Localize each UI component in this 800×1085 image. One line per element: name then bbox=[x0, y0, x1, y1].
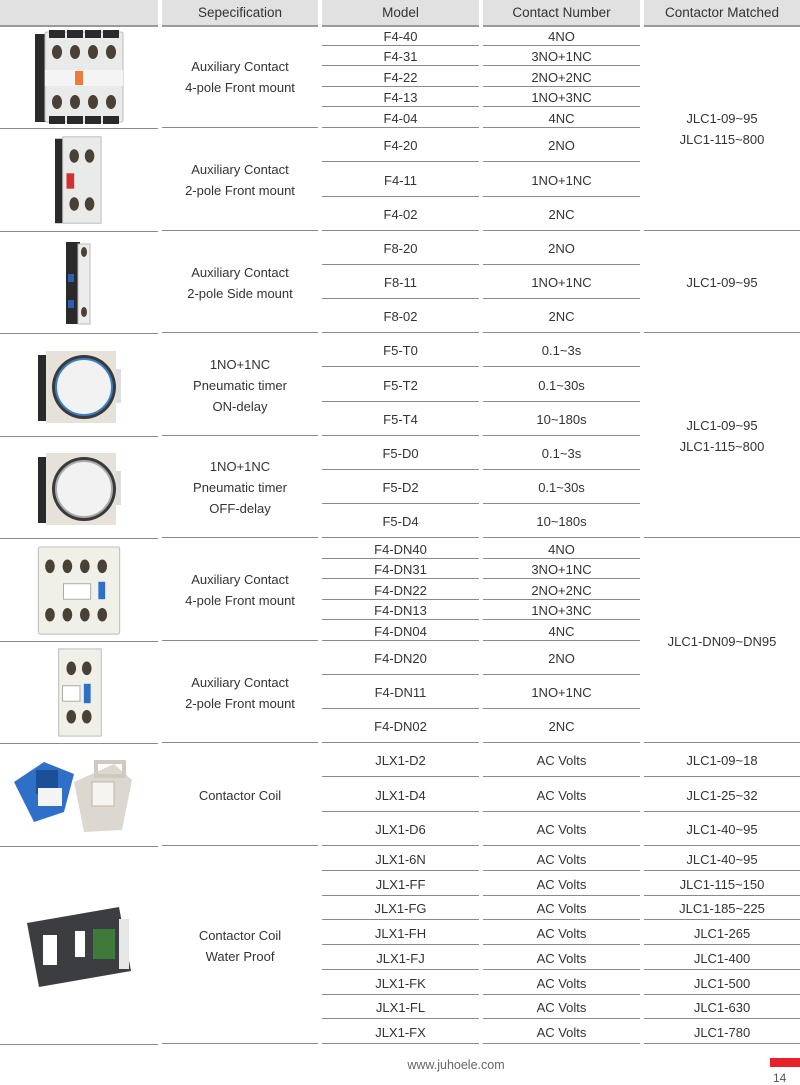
model-cell: JLX1-FH bbox=[322, 922, 479, 945]
header-model: Model bbox=[322, 0, 479, 27]
model-cell: F4-DN40 bbox=[322, 540, 479, 559]
model-cell: F4-11 bbox=[322, 164, 479, 197]
model-cell: F4-DN20 bbox=[322, 643, 479, 675]
model-cell: F5-D0 bbox=[322, 438, 479, 470]
contact-number-cell: 4NO bbox=[483, 540, 640, 559]
contact-number-cell: 4NO bbox=[483, 27, 640, 46]
contact-number-cell: 1NO+1NC bbox=[483, 677, 640, 709]
model-cell: F4-40 bbox=[322, 27, 479, 46]
contactor-matched-merged-cell bbox=[644, 540, 800, 743]
model-cell: JLX1-6N bbox=[322, 848, 479, 871]
model-cell: F5-T0 bbox=[322, 335, 479, 367]
contactor-matched-cell: JLC1-40~95 bbox=[644, 848, 800, 871]
contactor-matched-cell: JLC1-780 bbox=[644, 1021, 800, 1044]
specification-cell bbox=[162, 643, 318, 743]
product-group bbox=[0, 745, 800, 848]
model-cell: JLX1-FK bbox=[322, 972, 479, 995]
specification-line: Auxiliary Contact bbox=[191, 572, 289, 587]
specification-line: Auxiliary Contact bbox=[191, 674, 289, 690]
contact-number-cell: 3NO+1NC bbox=[483, 561, 640, 579]
contactor-matched-merged-cell bbox=[644, 233, 800, 333]
contactor-matched-cell: JLC1-25~32 bbox=[644, 779, 800, 812]
specification-cell bbox=[162, 27, 318, 128]
contact-number-cell: 1NO+3NC bbox=[483, 89, 640, 107]
model-cell: JLX1-FG bbox=[322, 898, 479, 920]
model-cell: F4-DN02 bbox=[322, 711, 479, 743]
page-accent-bar bbox=[770, 1058, 800, 1067]
contact-number-cell: 2NO+2NC bbox=[483, 68, 640, 87]
model-cell: JLX1-FF bbox=[322, 873, 479, 896]
header-specification: Sepecification bbox=[162, 0, 318, 27]
contactor-matched-cell: JLC1-09~18 bbox=[644, 745, 800, 777]
model-cell: F4-DN13 bbox=[322, 602, 479, 620]
specification-line: Auxiliary Contact bbox=[191, 59, 289, 74]
model-cell: F4-DN11 bbox=[322, 677, 479, 709]
auxiliary-contact-dn-2pole-icon bbox=[0, 643, 158, 744]
model-cell: JLX1-D6 bbox=[322, 814, 479, 846]
contact-number-cell: AC Volts bbox=[483, 947, 640, 970]
specification-line: 2-pole Front mount bbox=[185, 695, 295, 711]
contactor-matched-cell: JLC1-400 bbox=[644, 947, 800, 970]
contact-number-cell: AC Volts bbox=[483, 848, 640, 871]
specification-line: ON-delay bbox=[212, 398, 268, 414]
contact-number-cell: 0.1~30s bbox=[483, 472, 640, 504]
contact-number-cell: 2NO bbox=[483, 130, 640, 162]
model-cell: F4-02 bbox=[322, 199, 479, 231]
specification-cell bbox=[162, 335, 318, 436]
contactor-matched-line: JLC1-115~800 bbox=[679, 131, 765, 147]
model-cell: F4-DN31 bbox=[322, 561, 479, 579]
model-cell: F4-DN22 bbox=[322, 581, 479, 600]
pneumatic-timer-off-delay-icon bbox=[0, 438, 158, 539]
contactor-matched-line: JLC1-09~95 bbox=[686, 275, 758, 290]
specification-line: 1NO+1NC bbox=[209, 459, 271, 474]
specification-line: 2-pole Side mount bbox=[187, 285, 293, 301]
specification-line: Contactor Coil bbox=[198, 787, 282, 803]
contactor-matched-cell: JLC1-630 bbox=[644, 997, 800, 1019]
specification-line: 2-pole Front mount bbox=[185, 183, 295, 198]
contact-number-cell: AC Volts bbox=[483, 873, 640, 896]
contactor-matched-line: JLC1-09~95 bbox=[686, 418, 758, 433]
contact-number-cell: 1NO+1NC bbox=[483, 267, 640, 299]
model-cell: F4-DN04 bbox=[322, 622, 479, 641]
specification-line: Contactor Coil bbox=[198, 927, 282, 943]
specification-cell bbox=[162, 848, 318, 1044]
contact-number-cell: 2NO+2NC bbox=[483, 581, 640, 600]
auxiliary-contact-2pole-front-icon bbox=[0, 130, 158, 232]
contactor-matched-cell: JLC1-185~225 bbox=[644, 898, 800, 920]
specification-line: Auxiliary Contact bbox=[191, 162, 289, 177]
footer-url: www.juhoele.com bbox=[407, 1058, 505, 1072]
specification-line: Water Proof bbox=[205, 948, 275, 964]
pneumatic-timer-on-delay-icon bbox=[0, 335, 158, 437]
contact-number-cell: 2NC bbox=[483, 301, 640, 333]
contact-number-cell: 2NO bbox=[483, 643, 640, 675]
auxiliary-contact-4pole-front-icon bbox=[0, 27, 158, 129]
header-contactor-matched: Contactor Matched bbox=[644, 0, 800, 27]
contactor-matched-cell: JLC1-500 bbox=[644, 972, 800, 995]
contact-number-cell: 2NO bbox=[483, 233, 640, 265]
auxiliary-contact-dn-4pole-icon bbox=[0, 540, 158, 642]
specification-cell bbox=[162, 540, 318, 641]
contact-number-cell: 0.1~3s bbox=[483, 335, 640, 367]
model-cell: F4-13 bbox=[322, 89, 479, 107]
specification-cell bbox=[162, 438, 318, 538]
table-header bbox=[0, 0, 800, 27]
model-cell: JLX1-FJ bbox=[322, 947, 479, 970]
contact-number-cell: AC Volts bbox=[483, 1021, 640, 1044]
contact-number-cell: AC Volts bbox=[483, 745, 640, 777]
model-cell: F5-T2 bbox=[322, 369, 479, 402]
model-cell: F8-02 bbox=[322, 301, 479, 333]
contact-number-cell: 10~180s bbox=[483, 506, 640, 538]
specification-line: Pneumatic timer bbox=[193, 377, 287, 393]
contactor-coil-waterproof-icon bbox=[0, 848, 158, 1045]
product-group bbox=[0, 848, 800, 1046]
specification-cell bbox=[162, 745, 318, 846]
contactor-matched-line: JLC1-DN09~DN95 bbox=[667, 633, 777, 649]
contactor-matched-cell: JLC1-265 bbox=[644, 922, 800, 945]
auxiliary-contact-2pole-side-icon bbox=[0, 233, 158, 334]
contactor-matched-merged-cell bbox=[644, 27, 800, 231]
contact-number-cell: AC Volts bbox=[483, 779, 640, 812]
contact-number-cell: 10~180s bbox=[483, 404, 640, 436]
model-cell: F8-11 bbox=[322, 267, 479, 299]
model-cell: F5-D2 bbox=[322, 472, 479, 504]
contact-number-cell: 1NO+3NC bbox=[483, 602, 640, 620]
specification-line: 1NO+1NC bbox=[209, 356, 271, 372]
specification-line: Pneumatic timer bbox=[193, 480, 287, 495]
contact-number-cell: 2NC bbox=[483, 711, 640, 743]
specification-line: 4-pole Front mount bbox=[185, 80, 295, 95]
contactor-matched-cell: JLC1-40~95 bbox=[644, 814, 800, 846]
specification-cell bbox=[162, 130, 318, 231]
contact-number-cell: 0.1~30s bbox=[483, 369, 640, 402]
contactor-matched-merged-cell bbox=[644, 335, 800, 538]
contact-number-cell: AC Volts bbox=[483, 997, 640, 1019]
contact-number-cell: 4NC bbox=[483, 622, 640, 641]
model-cell: F4-20 bbox=[322, 130, 479, 162]
contactor-coil-icon bbox=[0, 745, 158, 847]
model-cell: F4-22 bbox=[322, 68, 479, 87]
contactor-matched-line: JLC1-115~800 bbox=[679, 439, 765, 454]
contactor-matched-cell: JLC1-115~150 bbox=[644, 873, 800, 896]
contact-number-cell: AC Volts bbox=[483, 898, 640, 920]
model-cell: JLX1-FX bbox=[322, 1021, 479, 1044]
model-cell: F4-31 bbox=[322, 48, 479, 66]
model-cell: F4-04 bbox=[322, 109, 479, 128]
page-number: 14 bbox=[773, 1071, 787, 1085]
contact-number-cell: 2NC bbox=[483, 199, 640, 231]
specification-line: Auxiliary Contact bbox=[191, 264, 289, 280]
specification-cell bbox=[162, 233, 318, 333]
model-cell: JLX1-D2 bbox=[322, 745, 479, 777]
model-cell: F5-D4 bbox=[322, 506, 479, 538]
model-cell: F5-T4 bbox=[322, 404, 479, 436]
specification-line: OFF-delay bbox=[209, 501, 271, 516]
header-contact-number: Contact Number bbox=[483, 0, 640, 27]
contact-number-cell: 1NO+1NC bbox=[483, 164, 640, 197]
contact-number-cell: 4NC bbox=[483, 109, 640, 128]
contact-number-cell: AC Volts bbox=[483, 814, 640, 846]
contact-number-cell: 3NO+1NC bbox=[483, 48, 640, 66]
contactor-matched-line: JLC1-09~95 bbox=[686, 110, 758, 126]
contact-number-cell: AC Volts bbox=[483, 972, 640, 995]
model-cell: F8-20 bbox=[322, 233, 479, 265]
contact-number-cell: 0.1~3s bbox=[483, 438, 640, 470]
specification-line: 4-pole Front mount bbox=[185, 593, 295, 608]
contact-number-cell: AC Volts bbox=[483, 922, 640, 945]
model-cell: JLX1-D4 bbox=[322, 779, 479, 812]
header-image bbox=[0, 0, 158, 27]
model-cell: JLX1-FL bbox=[322, 997, 479, 1019]
